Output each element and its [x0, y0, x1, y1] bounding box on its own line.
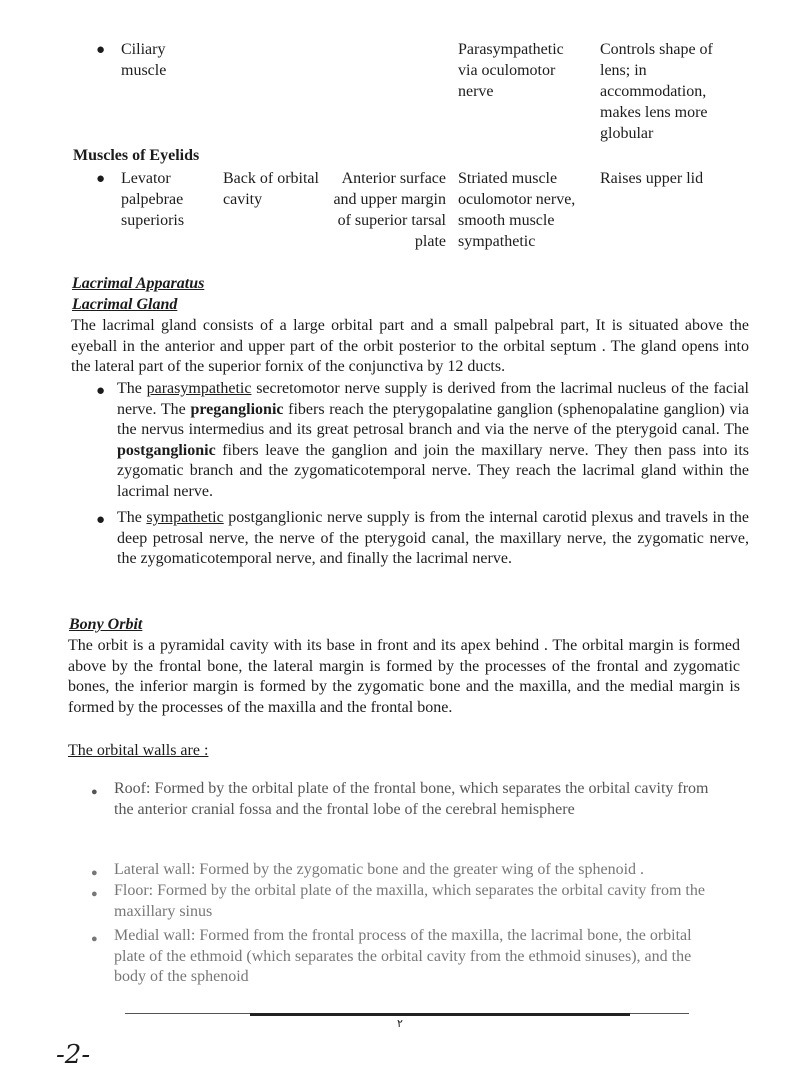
ciliary-muscle-nerve: Parasympathetic via oculomotor nerve — [458, 41, 564, 100]
lacrimal-gland-intro: The lacrimal gland consists of a large orbital part and a small palpebral part, It is situated above the eyeball in the anterior and upper part of the orbit posterior to the orbital septum . The gland opens into the lateral part of the superior fornix of the conjunctiva by 12 ducts. — [71, 317, 749, 375]
orbit-wall-roof: Roof: Formed by the orbital plate of the frontal bone, which separates the orbital cavity from the anterior cranial fossa and the frontal lobe of the cerebral hemisphere — [114, 780, 709, 818]
levator-origin: Back of orbital cavity — [223, 170, 319, 208]
bullet-dot: ● — [91, 867, 98, 879]
orbit-wall-floor: Floor: Formed by the orbital plate of the maxilla, which separates the orbital cavity from the maxillary sinus — [114, 882, 705, 920]
page-number: -2- — [56, 1040, 91, 1070]
parasympathetic-term: parasympathetic — [146, 380, 252, 397]
ciliary-muscle-action: Controls shape of lens; in accommodation, makes lens more globular — [600, 41, 713, 142]
bony-orbit-intro: The orbit is a pyramidal cavity with its base in front and its apex behind . The orbital margin is formed above by the frontal bone, the lateral margin is formed by the processes of the frontal and zygomatic bones, the inferior margin is formed by the zygomatic bone and the maxilla, and the medial margin is formed by the processes of the maxilla and the frontal bone. — [68, 637, 740, 716]
eyelid-muscles-heading: Muscles of Eyelids — [73, 147, 200, 164]
bullet-dot: ● — [96, 512, 106, 528]
levator-name: Levator palpebrae superioris — [121, 170, 185, 229]
lacrimal-apparatus-heading: Lacrimal Apparatus — [72, 275, 205, 292]
footer-rule-thick — [250, 1013, 630, 1016]
levator-insertion: Anterior surface and upper margin of superior tarsal plate — [333, 170, 446, 250]
bullet-dot: ● — [91, 933, 98, 945]
ciliary-muscle-name: Ciliary muscle — [121, 41, 167, 79]
levator-nerve: Striated muscle oculomotor nerve, smooth muscle sympathetic — [458, 170, 576, 250]
bullet-dot: ● — [91, 888, 98, 900]
footer-mark: ٢ — [397, 1018, 403, 1030]
orbit-wall-lateral: Lateral wall: Formed by the zygomatic bone and the greater wing of the sphenoid . — [114, 861, 645, 878]
lacrimal-parasympathetic-supply: The parasympathetic secretomotor nerve supply is derived from the lacrimal nucleus of the facial nerve. The preganglionic fibers reach the pterygopalatine ganglion (sphenopalatine ganglion) via the nervus intermedius and its great petrosal branch and via the nerve of the pterygoid canal. The postganglionic fibers leave the ganglion and join the maxillary nerve. They then pass into its zygomatic branch and the zygomaticotemporal nerve. They reach the lacrimal gland within the lacrimal nerve. — [117, 380, 750, 500]
lacrimal-gland-heading: Lacrimal Gland — [72, 296, 178, 313]
orbit-wall-medial: Medial wall: Formed from the frontal process of the maxilla, the lacrimal bone, the orbital plate of the ethmoid (which separates the orbital cavity from the ethmoid sinuses), and the body of the sphenoid — [114, 927, 692, 985]
bullet-dot: ● — [96, 383, 106, 399]
lacrimal-sympathetic-supply: The sympathetic postganglionic nerve supply is from the internal carotid plexus and travels in the deep petrosal nerve, the nerve of the pterygoid canal, the maxillary nerve, the zygomatic nerve, the zygomaticotemporal nerve, and finally the lacrimal nerve. — [117, 509, 750, 567]
levator-action: Raises upper lid — [600, 170, 704, 187]
bony-orbit-heading: Bony Orbit — [69, 616, 143, 633]
bullet-dot: ● — [91, 786, 98, 798]
postganglionic-term: postganglionic — [117, 441, 216, 459]
preganglionic-term: preganglionic — [190, 400, 284, 418]
bullet-dot: ● — [96, 42, 106, 58]
sympathetic-term: sympathetic — [146, 509, 224, 526]
bullet-dot: ● — [96, 171, 106, 187]
orbital-walls-heading: The orbital walls are : — [68, 742, 209, 759]
